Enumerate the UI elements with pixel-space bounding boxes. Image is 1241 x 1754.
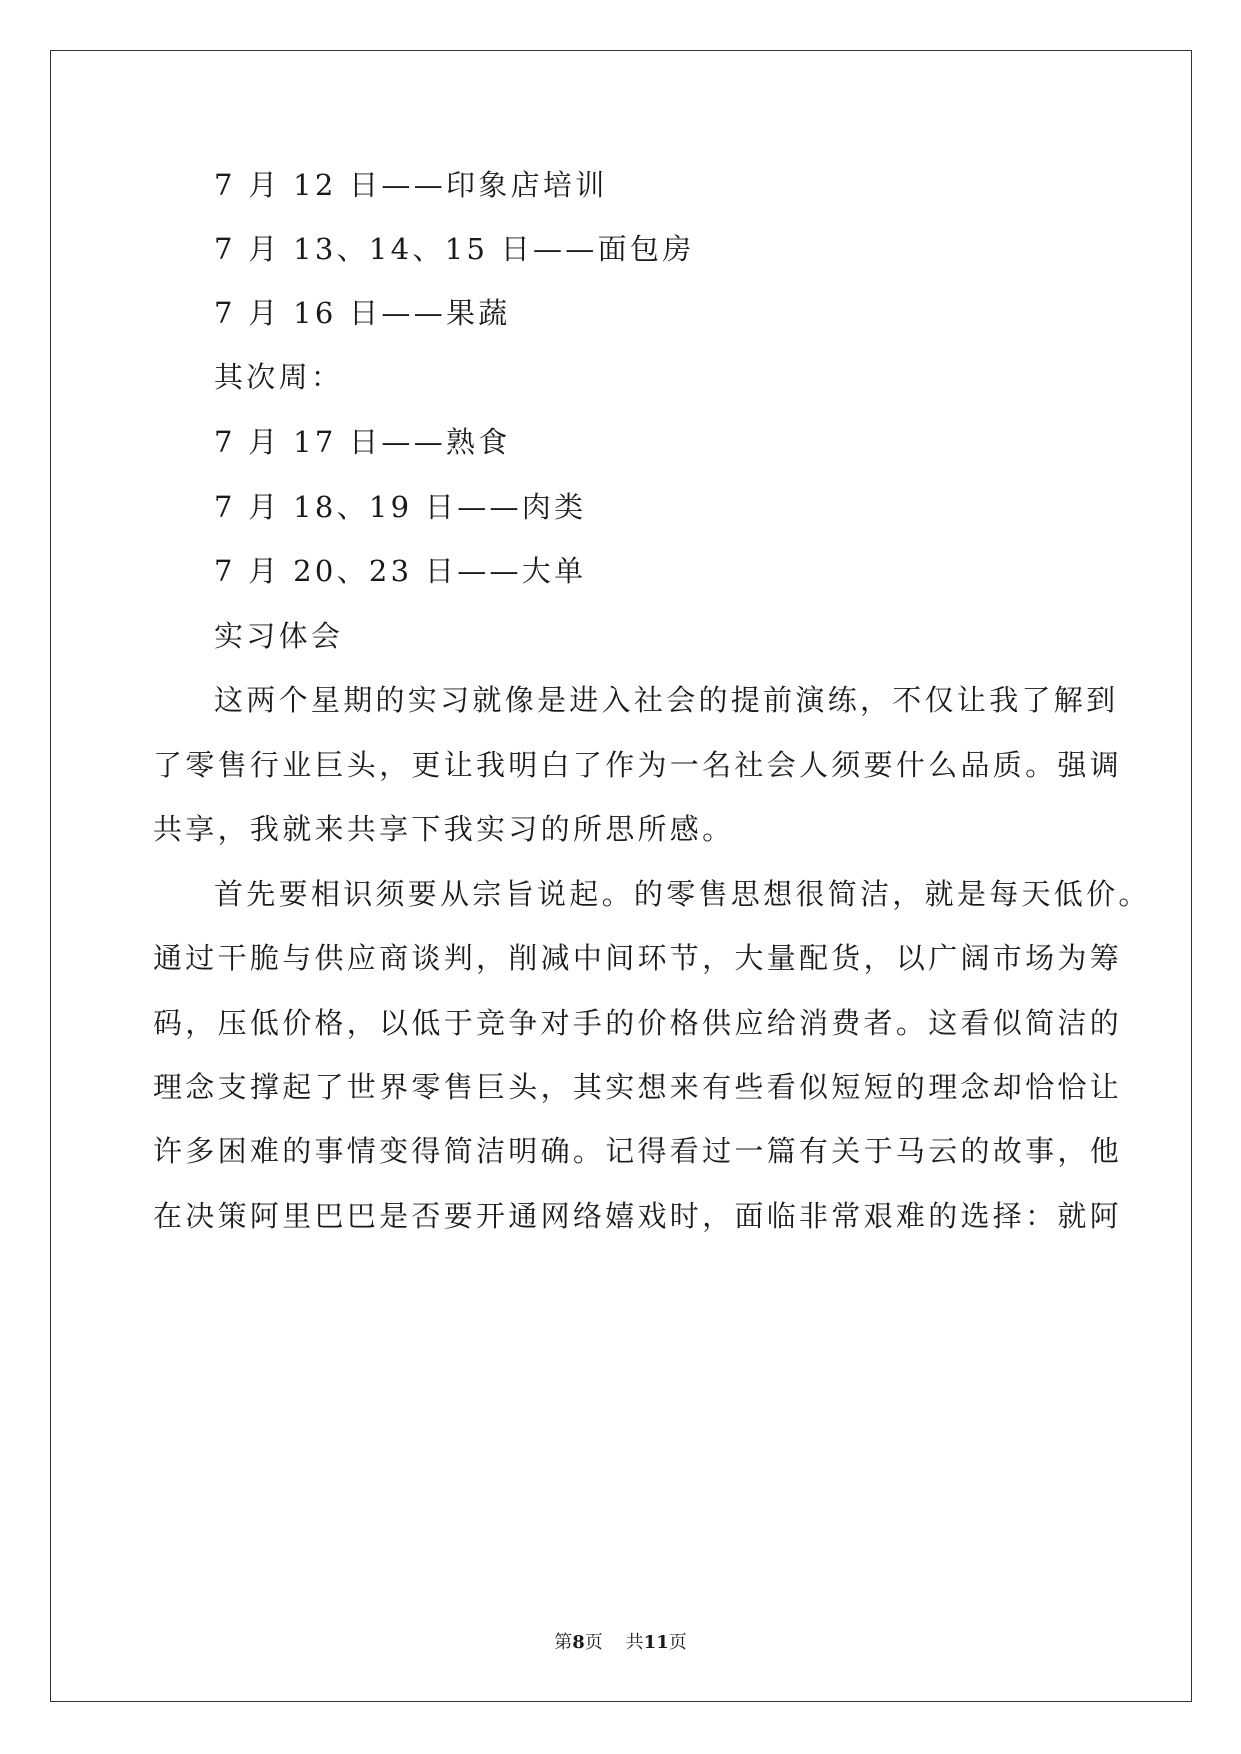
schedule-line: 7 月 17 日——熟食 bbox=[214, 425, 511, 459]
footer-page-suffix: 页 bbox=[584, 1632, 603, 1653]
paragraph-line: 通过干脆与供应商谈判，削减中间环节，大量配货，以广阔市场为筹 bbox=[153, 941, 1123, 975]
footer-prefix: 第 bbox=[554, 1632, 573, 1653]
current-page-number: 8 bbox=[572, 1632, 585, 1653]
paragraph-line: 首先要相识须要从宗旨说起。的零售思想很简洁，就是每天低价。 bbox=[214, 877, 1151, 911]
page-footer bbox=[0, 1631, 1241, 1655]
schedule-line: 7 月 20、23 日——大单 bbox=[214, 554, 587, 588]
schedule-line: 7 月 12 日——印象店培训 bbox=[214, 168, 608, 202]
paragraph-line: 共享，我就来共享下我实习的所思所感。 bbox=[153, 812, 735, 846]
paragraph-line: 在决策阿里巴巴是否要开通网络嬉戏时，面临非常艰难的选择：就阿 bbox=[153, 1199, 1123, 1233]
paragraph-line: 了零售行业巨头，更让我明白了作为一名社会人须要什么品质。强调 bbox=[153, 748, 1123, 782]
section-heading: 实习体会 bbox=[214, 619, 344, 653]
schedule-line: 7 月 13、14、15 日——面包房 bbox=[214, 232, 695, 266]
total-page-count: 11 bbox=[643, 1632, 669, 1653]
schedule-line: 7 月 18、19 日——肉类 bbox=[214, 490, 587, 524]
paragraph-line: 理念支撑起了世界零售巨头，其实想来有些看似短短的理念却恰恰让 bbox=[153, 1070, 1123, 1104]
paragraph-line: 这两个星期的实习就像是进入社会的提前演练，不仅让我了解到 bbox=[214, 683, 1119, 717]
paragraph-line: 码，压低价格，以低于竞争对手的价格供应给消费者。这看似简洁的 bbox=[153, 1006, 1123, 1040]
footer-total-suffix: 页 bbox=[668, 1632, 687, 1653]
paragraph-line: 许多困难的事情变得简洁明确。记得看过一篇有关于马云的故事，他 bbox=[153, 1134, 1123, 1168]
footer-total-prefix: 共 bbox=[625, 1632, 644, 1653]
schedule-line: 7 月 16 日——果蔬 bbox=[214, 296, 511, 330]
section-heading: 其次周： bbox=[214, 360, 344, 394]
